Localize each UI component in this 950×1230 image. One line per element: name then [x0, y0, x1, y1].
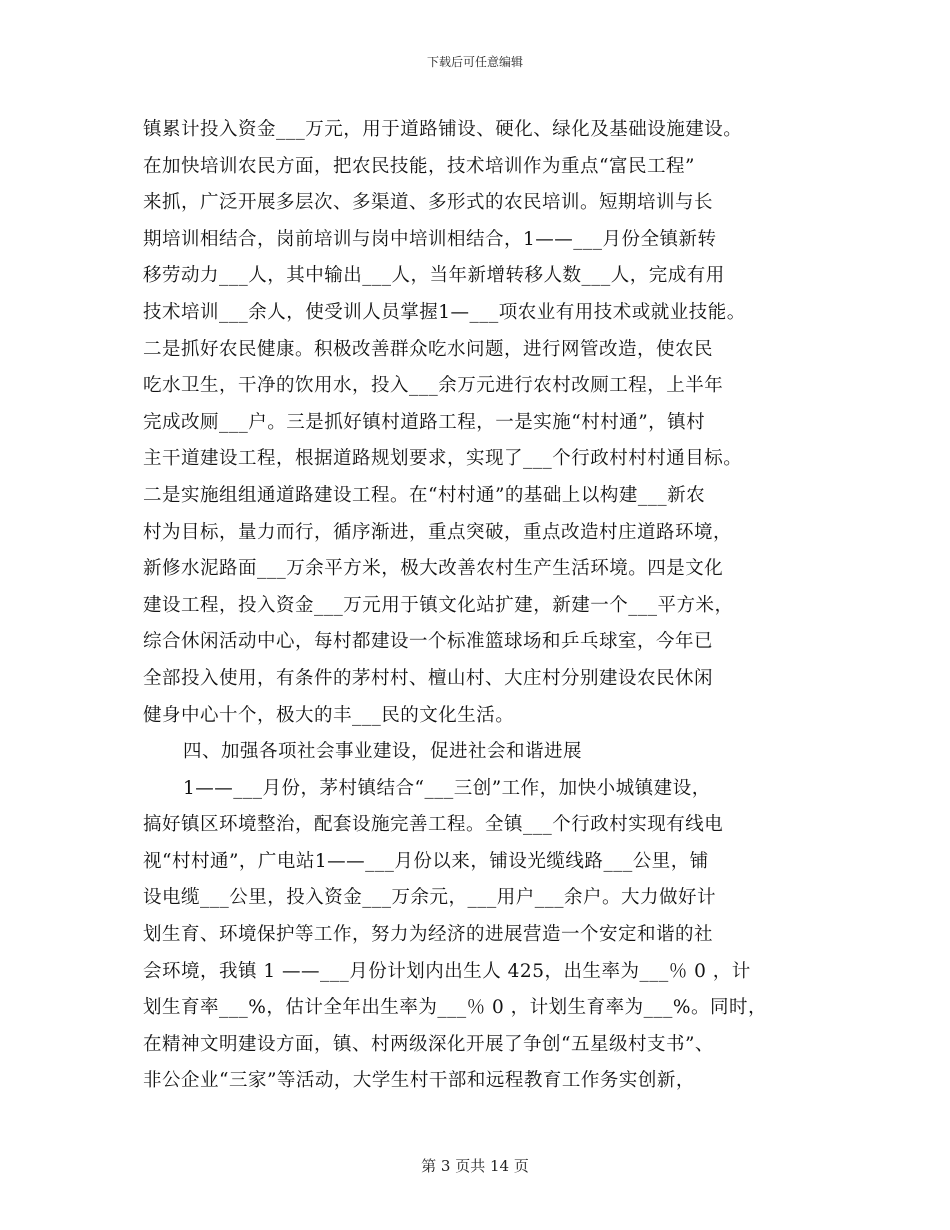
text-line: 建设工程，投入资金___万元用于镇文化站扩建，新建一个___平方米， [143, 594, 734, 616]
text-line: 主干道建设工程，根据道路规划要求，实现了___个行政村村村通目标。 [143, 448, 743, 470]
section-heading: 四、加强各项社会事业建设，促进社会和谐进展 [183, 741, 583, 763]
text-line: 在加快培训农民方面，把农民技能，技术培训作为重点“富民工程” [143, 155, 695, 177]
text-line: 二是抓好农民健康。积极改善群众吃水问题，进行网管改造，使农民 [143, 338, 714, 360]
text-line: 划生育率___%，估计全年出生率为___％ 0 ，计划生育率为___%。同时， [143, 997, 767, 1019]
text-line: 技术培训___余人，使受训人员掌握1—___项农业有用技术或就业技能。 [143, 301, 746, 323]
text-line: 非公企业“三家”等活动，大学生村干部和远程教育工作务实创新， [143, 1070, 695, 1092]
text-line: 完成改厕___户。三是抓好镇村道路工程，一是实施“村村通”，镇村 [143, 411, 706, 433]
text-line: 健身中心十个，极大的丰___民的文化生活。 [143, 704, 515, 726]
text-line: 搞好镇区环境整治，配套设施完善工程。全镇___个行政村实现有线电 [143, 814, 724, 836]
page-header: 下载后可任意编辑 [426, 55, 523, 69]
text-line: 期培训相结合，岗前培训与岗中培训相结合，1——___月份全镇新转 [143, 228, 717, 250]
text-line: 综合休闲活动中心，每村都建设一个标准篮球场和乒乓球室，今年已 [143, 631, 714, 653]
text-line: 设电缆___公里，投入资金___万余元，___用户___余户。大力做好计 [143, 887, 717, 909]
text-line: 视“村村通”，广电站1——___月份以来，铺设光缆线路___公里，铺 [143, 850, 709, 872]
text-line: 1——___月份，茅村镇结合“___三创”工作，加快小城镇建设， [183, 777, 711, 799]
text-line: 来抓，广泛开展多层次、多渠道、多形式的农民培训。短期培训与长 [143, 192, 714, 214]
text-line: 会环境，我镇 1 ——___月份计划内出生人 425，出生率为___％ 0 ，计 [143, 960, 751, 982]
text-line: 划生育、环境保护等工作，努力为经济的进展营造一个安定和谐的社 [143, 924, 714, 946]
text-line: 吃水卫生，干净的饮用水，投入___余万元进行农村改厕工程，上半年 [143, 375, 724, 397]
text-line: 村为目标，量力而行，循序渐进，重点突破，重点改造村庄道路环境， [143, 521, 733, 543]
text-line: 在精神文明建设方面，镇、村两级深化开展了争创“五星级村支书”、 [143, 1033, 714, 1055]
text-line: 新修水泥路面___万余平方米，极大改善农村生产生活环境。四是文化 [143, 558, 724, 580]
page-footer: 第 3 页共 14 页 [421, 1157, 529, 1175]
text-line: 二是实施组组通道路建设工程。在“村村通”的基础上以构建___新农 [143, 484, 706, 506]
text-line: 全部投入使用，有条件的茅村村、檀山村、大庄村分别建设农民休闲 [143, 667, 714, 689]
text-line: 移劳动力___人，其中输出___人，当年新增转移人数___人，完成有用 [143, 265, 725, 287]
document-body [143, 112, 843, 1100]
text-line: 镇累计投入资金___万元，用于道路铺设、硬化、绿化及基础设施建设。 [143, 119, 743, 140]
